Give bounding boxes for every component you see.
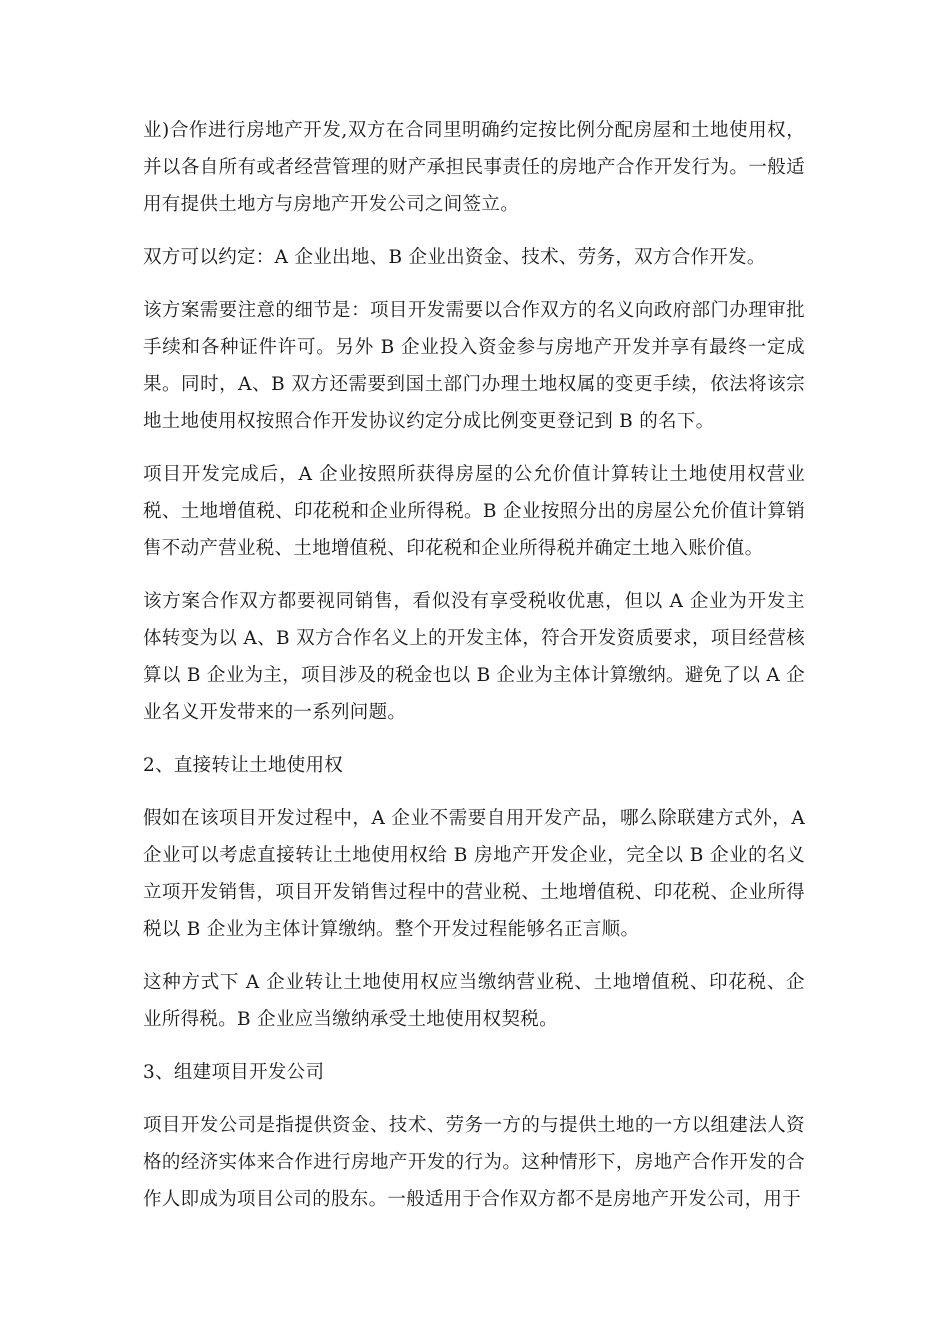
paragraph-direct-transfer-tax: 这种方式下 A 企业转让土地使用权应当缴纳营业税、土地增值税、印花税、企业所得税。B 企业应当缴纳承受土地使用权契税。 xyxy=(143,972,805,1030)
paragraph-scheme-analysis: 该方案合作双方都要视同销售，看似没有享受税收优惠，但以 A 企业为开发主体转变为以 A、B 双方合作名义上的开发主体，符合开发资质要求，项目经营核算以 B 企业为主，项目涉及的税金也以 B 企业为主体计算缴纳。避免了以 A 企业名义开发带来的一系列问题。 xyxy=(143,591,805,723)
paragraph-post-completion-tax: 项目开发完成后，A 企业按照所获得房屋的公允价值计算转让土地使用权营业税、土地增值税、印花税和企业所得税。B 企业按照分出的房屋公允价值计算销售不动产营业税、土地增值税、印花税和企业所得税并确定土地入账价值。 xyxy=(143,464,805,559)
paragraph-direct-transfer: 假如在该项目开发过程中，A 企业不需要自用开发产品，哪么除联建方式外，A 企业可以考虑直接转让土地使用权给 B 房地产开发企业，完全以 B 企业的名义立项开发销售，项目开发销售过程中的营业税、土地增值税、印花税、企业所得税以 B 企业为主体计算缴纳。整个开发过程能够名正言顺。 xyxy=(143,808,805,940)
section-heading-direct-transfer: 2、直接转让土地使用权 xyxy=(143,755,344,776)
paragraph-agreement-terms: 双方可以约定：A 企业出地、B 企业出资金、技术、劳务，双方合作开发。 xyxy=(143,247,766,268)
paragraph-cooperative-definition: 业)合作进行房地产开发,双方在合同里明确约定按比例分配房屋和土地使用权，并以各自所有或者经营管理的财产承担民事责任的房地产合作开发行为。一般适用有提供土地方与房地产开发公司之间签立。 xyxy=(143,120,805,215)
section-heading-project-company: 3、组建项目开发公司 xyxy=(143,1062,325,1083)
paragraph-scheme-details: 该方案需要注意的细节是：项目开发需要以合作双方的名义向政府部门办理审批手续和各种证件许可。另外 B 企业投入资金参与房地产开发并享有最终一定成果。同时，A、B 双方还需要到国土部门办理土地权属的变更手续，依法将该宗地土地使用权按照合作开发协议约定分成比例变更登记到 B 的名下。 xyxy=(143,300,805,432)
paragraph-project-company: 项目开发公司是指提供资金、技术、劳务一方的与提供土地的一方以组建法人资格的经济实体来合作进行房地产开发的行为。这种情形下，房地产合作开发的合作人即成为项目公司的股东。一般适用于合作双方都不是房地产开发公司，用于 xyxy=(143,1115,805,1210)
document-body xyxy=(143,112,805,1234)
